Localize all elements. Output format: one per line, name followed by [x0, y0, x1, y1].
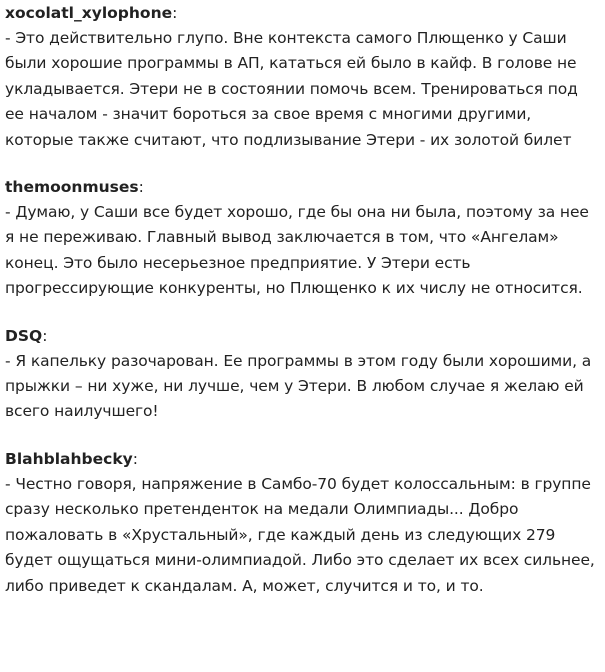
comment-text: - Я капельку разочарован. Ее программы в этом году были хорошими, а прыжки – ни хуже, ни лучше, чем у Этери. В любом случае я желаю ей всего наилучшего! [5, 351, 592, 421]
username-separator: : [138, 178, 144, 197]
username-separator: : [132, 449, 138, 468]
comment [5, 447, 601, 599]
comment [5, 324, 601, 425]
comment [5, 1, 601, 153]
username-separator: : [172, 4, 178, 22]
comment-username[interactable]: xocolatl_xylophone [5, 4, 173, 22]
comment-header [5, 447, 601, 472]
comment-username[interactable]: themoonmuses [5, 178, 139, 197]
comment-username[interactable]: Blahblahbecky [5, 449, 133, 468]
comment [5, 175, 601, 302]
comment-header [5, 324, 601, 349]
comment-thread [0, 1, 605, 599]
comment-text: - Это действительно глупо. Вне контекста самого Плющенко у Саши были хорошие программы в АП, кататься ей было в кайф. В голове не укладывается. Этери не в состоянии помочь всем. Тренироваться под ее началом - значит бороться за свое время с многими другими, которые также считают, что подлизывание Этери - их золотой билет [5, 29, 578, 149]
comment-text: - Честно говоря, напряжение в Самбо-70 будет колоссальным: в группе сразу несколько претенденток на медали Олимпиады... Добро пожаловать в «Хрустальный», где каждый день из следующих 279 будет ощущаться мини-олимпиадой. Либо это сделает их всех сильнее, либо приведет к скандалам. А, может, случится и то, и то. [5, 474, 595, 595]
comment-header [5, 175, 601, 200]
comment-username[interactable]: DSQ [5, 326, 43, 345]
username-separator: : [42, 326, 48, 345]
comment-header [5, 1, 601, 26]
comment-text: - Думаю, у Саши все будет хорошо, где бы она ни была, поэтому за нее я не переживаю. Главный вывод заключается в том, что «Ангелам» конец. Это было несерьезное предприятие. У Этери есть прогрессирующие конкуренты, но Плющенко к их числу не относится. [5, 203, 589, 298]
